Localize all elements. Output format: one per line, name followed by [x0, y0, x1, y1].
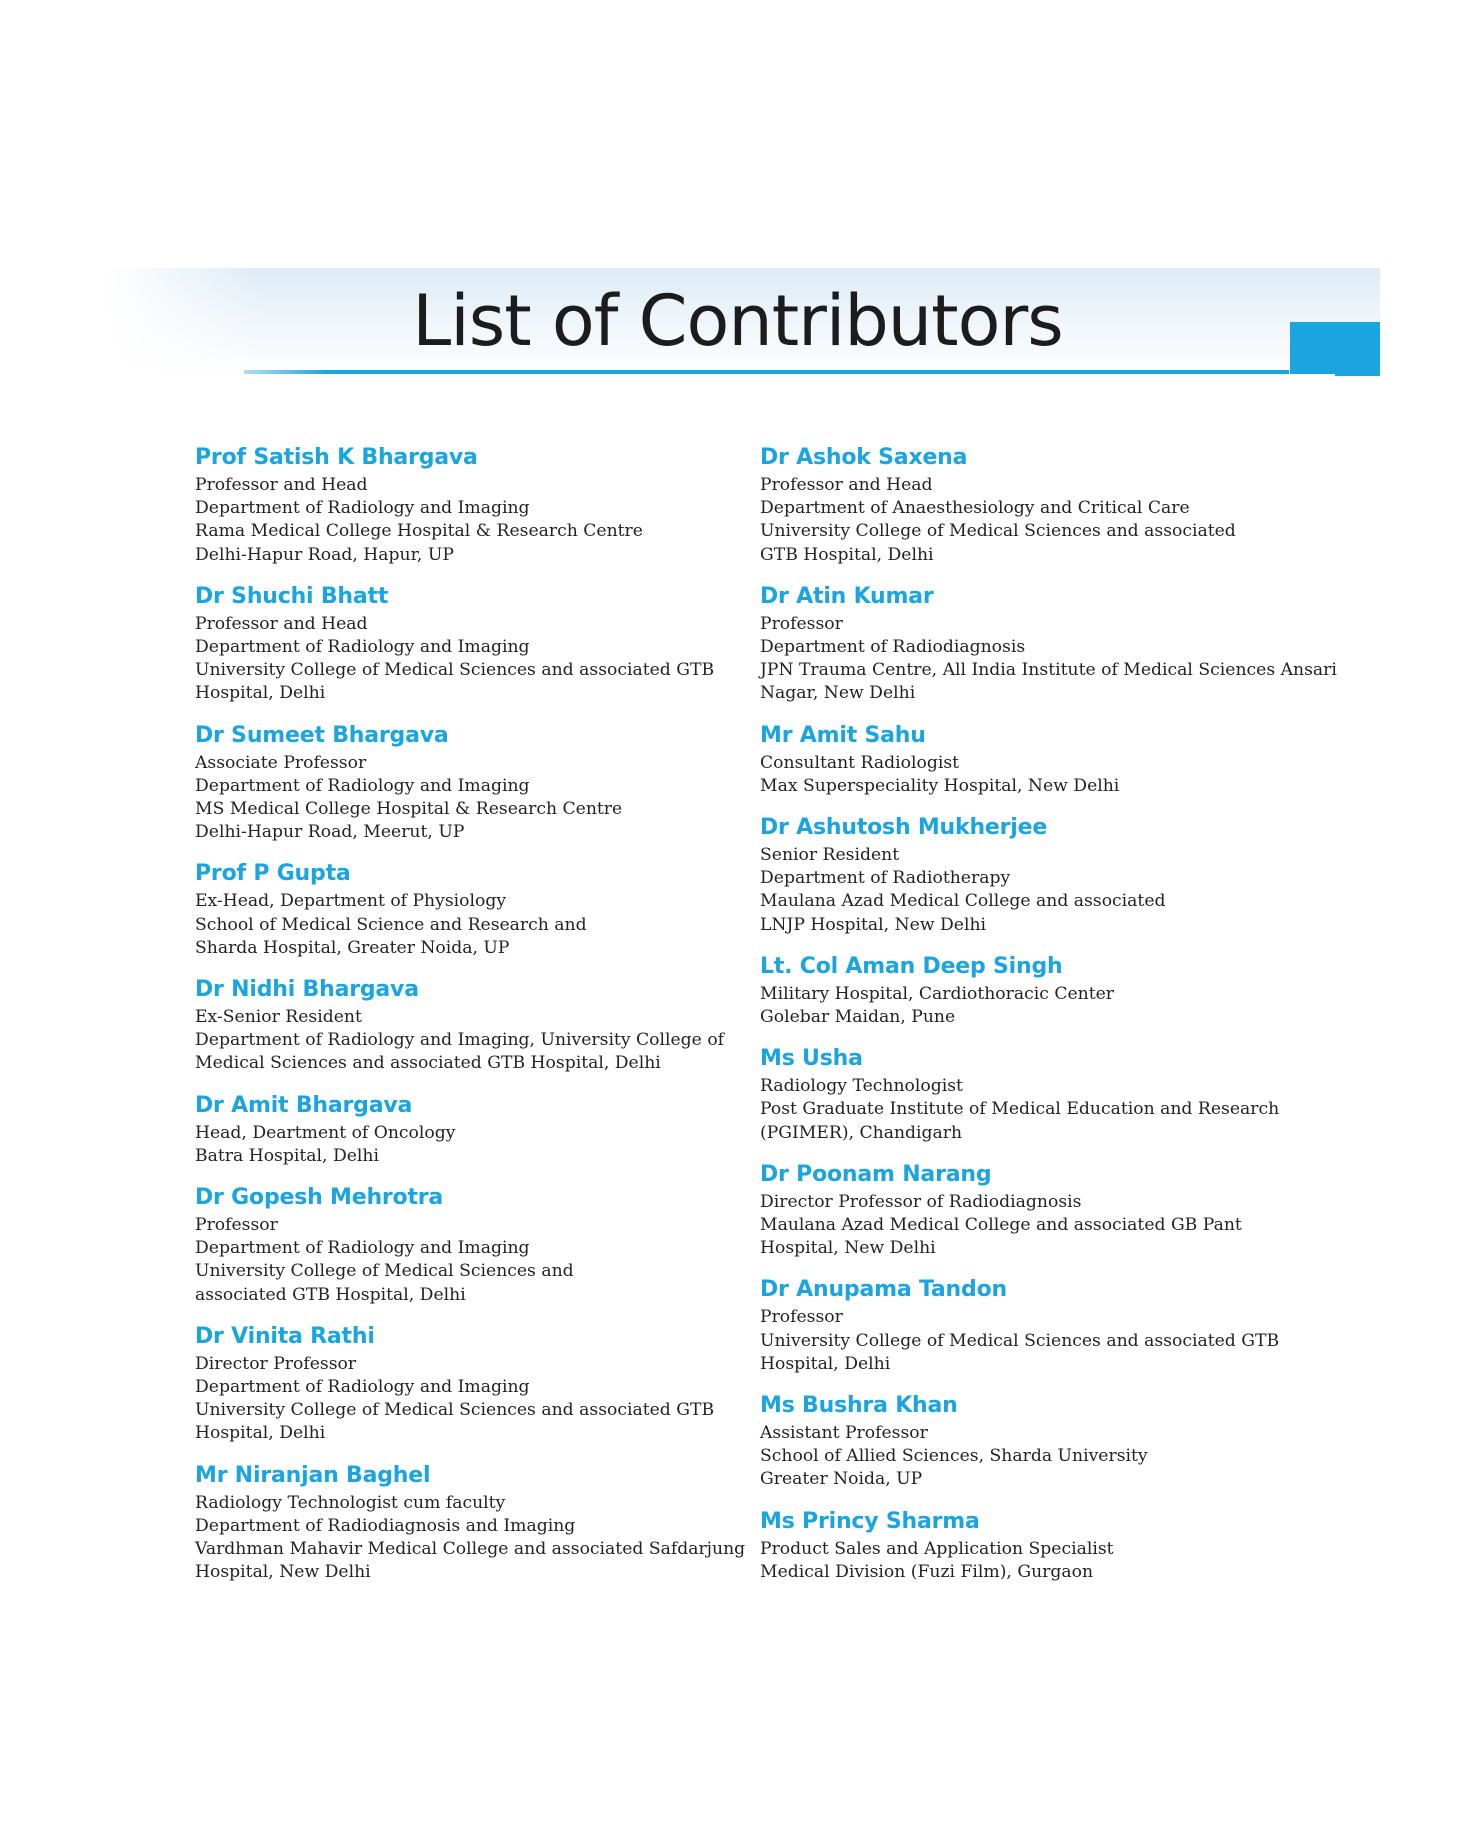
contributor-affiliation-line: Product Sales and Application Specialist	[760, 1538, 1114, 1559]
contributor-affiliation-line: Delhi-Hapur Road, Meerut, UP	[195, 822, 465, 843]
contributor-name: Dr Ashutosh Mukherjee	[760, 815, 1048, 841]
contributor-entry	[760, 581, 1340, 706]
contributor-affiliation-line: Director Professor	[195, 1353, 357, 1374]
contributor-entry	[195, 1090, 735, 1168]
contributor-affiliation-line: Hospital, Delhi	[195, 1423, 326, 1444]
contributor-affiliation-line: Professor	[760, 613, 843, 634]
contributor-affiliation-line: Director Professor of Radiodiagnosis	[760, 1191, 1082, 1212]
contributor-entry	[195, 1321, 735, 1446]
contributor-affiliation-line: Golebar Maidan, Pune	[760, 1007, 956, 1028]
title-accent-tail	[1335, 374, 1380, 376]
contributor-affiliation-line: Department of Radiology and Imaging	[195, 637, 530, 658]
contributors-right-column	[760, 442, 1340, 1598]
contributor-affiliation-line: LNJP Hospital, New Delhi	[760, 914, 987, 935]
contributor-affiliation-line: Hospital, Delhi	[760, 1353, 891, 1374]
contributor-affiliation-line: Hospital, New Delhi	[195, 1562, 371, 1583]
contributor-affiliation-line: Military Hospital, Cardiothoracic Center	[760, 983, 1115, 1004]
contributor-affiliation-line: University College of Medical Sciences and associated GTB	[195, 1400, 715, 1421]
contributor-name: Dr Nidhi Bhargava	[195, 977, 419, 1003]
contributor-entry	[195, 858, 735, 960]
contributor-affiliation-line: Ex-Head, Department of Physiology	[195, 891, 507, 912]
contributor-affiliation-line: Vardhman Mahavir Medical College and associated Safdarjung	[195, 1539, 746, 1560]
contributor-affiliation-line: School of Medical Science and Research and	[195, 914, 587, 935]
contributor-affiliation-line: Consultant Radiologist	[760, 752, 960, 773]
contributor-affiliation-line: University College of Medical Sciences and associated GTB	[760, 1330, 1280, 1351]
contributor-entry	[760, 1274, 1340, 1376]
contributor-entry	[760, 1159, 1340, 1261]
contributor-name: Prof P Gupta	[195, 861, 351, 887]
contributor-entry	[195, 974, 735, 1076]
contributor-affiliation-line: University College of Medical Sciences and associated GTB	[195, 660, 715, 681]
contributor-name: Dr Vinita Rathi	[195, 1323, 375, 1349]
contributor-affiliation-line: Sharda Hospital, Greater Noida, UP	[195, 937, 510, 958]
contributor-affiliation-line: Maulana Azad Medical College and associated	[760, 891, 1166, 912]
contributor-affiliation-line: Hospital, New Delhi	[760, 1238, 936, 1259]
contributor-affiliation-line: University College of Medical Sciences and associated	[760, 521, 1236, 542]
contributor-affiliation-line: School of Allied Sciences, Sharda University	[760, 1446, 1148, 1467]
contributor-affiliation-line: Head, Deartment of Oncology	[195, 1122, 456, 1143]
contributor-affiliation-line: University College of Medical Sciences and	[195, 1261, 574, 1282]
contributor-affiliation-line: MS Medical College Hospital & Research Centre	[195, 799, 623, 820]
contributor-affiliation-line: Department of Anaesthesiology and Critical Care	[760, 498, 1190, 519]
contributor-affiliation-line: Department of Radiodiagnosis	[760, 637, 1026, 658]
contributor-affiliation-line: JPN Trauma Centre, All India Institute of Medical Sciences Ansari	[760, 660, 1337, 681]
contributor-entry	[195, 1460, 746, 1585]
contributor-affiliation-line: Ex-Senior Resident	[195, 1007, 362, 1028]
contributor-name: Ms Princy Sharma	[760, 1508, 980, 1534]
contributor-affiliation-line: GTB Hospital, Delhi	[760, 544, 934, 565]
contributor-affiliation-line: Assistant Professor	[760, 1423, 928, 1444]
contributor-affiliation-line: Department of Radiology and Imaging	[195, 1377, 530, 1398]
contributor-name: Mr Amit Sahu	[760, 722, 926, 748]
contributor-affiliation-line: Department of Radiology and Imaging	[195, 1238, 530, 1259]
contributor-affiliation-line: Batra Hospital, Delhi	[195, 1145, 379, 1166]
contributor-affiliation-line: Medical Sciences and associated GTB Hospital, Delhi	[195, 1053, 661, 1074]
contributor-affiliation-line: Department of Radiotherapy	[760, 868, 1011, 889]
contributor-entry	[195, 1182, 735, 1307]
contributor-name: Dr Anupama Tandon	[760, 1277, 1007, 1303]
contributor-name: Dr Amit Bhargava	[195, 1092, 413, 1118]
contributor-name: Dr Sumeet Bhargava	[195, 722, 449, 748]
contributor-affiliation-line: (PGIMER), Chandigarh	[760, 1122, 963, 1143]
contributor-affiliation-line: Medical Division (Fuzi Film), Gurgaon	[760, 1561, 1094, 1582]
contributor-affiliation-line: Department of Radiology and Imaging, University College of	[195, 1030, 725, 1051]
contributor-entry	[195, 442, 735, 567]
contributor-affiliation-line: Professor and Head	[195, 475, 368, 495]
contributor-name: Dr Poonam Narang	[760, 1161, 992, 1187]
contributor-name: Lt. Col Aman Deep Singh	[760, 953, 1063, 979]
contributor-name: Dr Atin Kumar	[760, 583, 934, 609]
contributor-affiliation-line: Post Graduate Institute of Medical Education and Research	[760, 1099, 1280, 1120]
contributor-entry	[760, 442, 1340, 567]
contributor-entry	[760, 1390, 1340, 1492]
contributor-affiliation-line: Hospital, Delhi	[195, 683, 326, 704]
contributor-entry	[195, 720, 735, 845]
contributor-affiliation-line: Delhi-Hapur Road, Hapur, UP	[195, 544, 454, 565]
contributor-name: Dr Ashok Saxena	[760, 445, 968, 470]
contributor-affiliation-line: Greater Noida, UP	[760, 1469, 923, 1490]
contributor-affiliation-line: Professor and Head	[195, 613, 368, 634]
contributor-name: Prof Satish K Bhargava	[195, 445, 478, 470]
contributor-affiliation-line: Department of Radiology and Imaging	[195, 775, 530, 796]
contributor-affiliation-line: Radiology Technologist cum faculty	[195, 1492, 506, 1513]
contributor-affiliation-line: Professor and Head	[760, 475, 933, 495]
contributor-entry	[760, 951, 1340, 1029]
contributor-affiliation-line: associated GTB Hospital, Delhi	[195, 1284, 466, 1305]
page-title: List of Contributors	[412, 280, 1063, 362]
contributor-affiliation-line: Radiology Technologist	[760, 1076, 963, 1097]
contributor-affiliation-line: Nagar, New Delhi	[760, 683, 916, 704]
title-accent-block	[1290, 322, 1380, 374]
contributor-affiliation-line: Maulana Azad Medical College and associated GB Pant	[760, 1215, 1242, 1236]
contributor-affiliation-line: Department of Radiology and Imaging	[195, 498, 530, 519]
contributor-entry	[760, 720, 1340, 798]
contributor-entry	[760, 1506, 1340, 1584]
contributors-left-column	[195, 442, 746, 1599]
contributor-name: Dr Shuchi Bhatt	[195, 583, 389, 609]
contributor-name: Ms Usha	[760, 1046, 863, 1072]
contributor-affiliation-line: Professor	[760, 1307, 843, 1328]
contributor-affiliation-line: Senior Resident	[760, 845, 900, 866]
contributor-affiliation-line: Rama Medical College Hospital & Research Centre	[195, 521, 643, 542]
contributor-entry	[760, 1043, 1340, 1145]
contributor-name: Mr Niranjan Baghel	[195, 1462, 431, 1488]
contributor-affiliation-line: Department of Radiodiagnosis and Imaging	[195, 1515, 576, 1536]
contributor-affiliation-line: Professor	[195, 1215, 278, 1236]
contributor-affiliation-line: Associate Professor	[195, 752, 367, 773]
contributor-name: Ms Bushra Khan	[760, 1393, 958, 1419]
contributor-entry	[195, 581, 735, 706]
title-underline	[244, 370, 1289, 374]
contributor-name: Dr Gopesh Mehrotra	[195, 1185, 444, 1211]
contributor-affiliation-line: Max Superspeciality Hospital, New Delhi	[760, 775, 1120, 796]
contributor-entry	[760, 812, 1340, 937]
